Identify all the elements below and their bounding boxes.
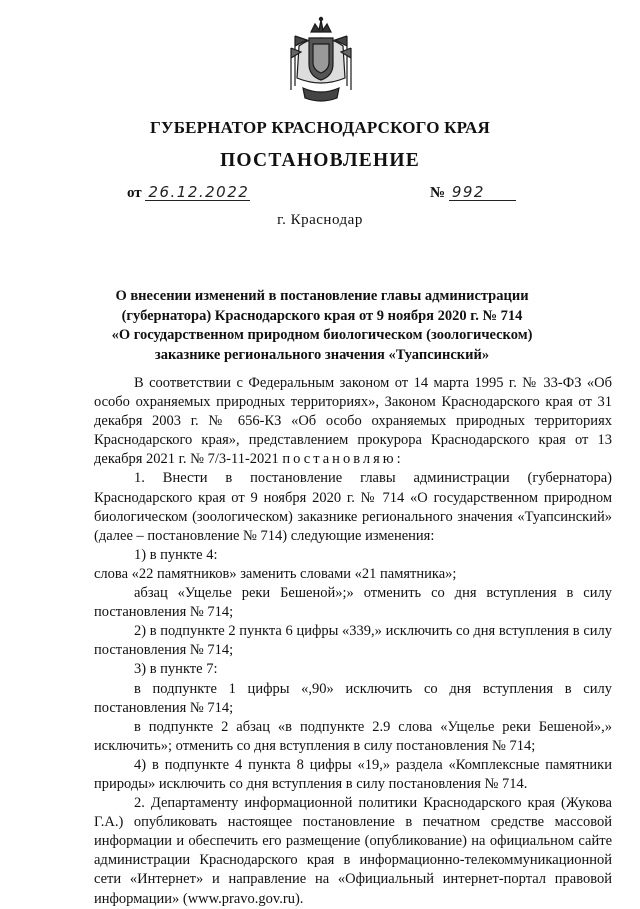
handwritten-date: 26.12.2022 (145, 184, 250, 201)
clause-1-2: 2) в подпункте 2 пункта 6 цифры «339,» исключить со дня вступления в силу постановления № 714; (94, 623, 612, 659)
document-type-heading: ПОСТАНОВЛЕНИЕ (220, 150, 420, 171)
title-line: заказнике регионального значения «Туапсинский» (154, 346, 490, 363)
clause-2: 2. Департаменту информационной политики Краснодарского края (Жукова Г.А.) опубликовать настоящее постановление в печатном средстве массовой информации и обеспечить его размещение (опубликование) на официальном сайте администрации Краснодарского края в информационно-телекоммуникационной сети «Интернет» и направление на «Официальный интернет-портал правовой информации» (www.pravo.gov.ru). (94, 795, 612, 907)
clause-1-3: 3) в пункте 7: (134, 661, 218, 678)
city-line: г. Краснодар (277, 212, 363, 228)
number-line (430, 184, 516, 202)
title-line: «О государственном природном биологическом (зоологическом) (111, 327, 533, 343)
coat-of-arms-emblem (289, 16, 353, 104)
issuing-authority: ГУБЕРНАТОР КРАСНОДАРСКОГО КРАЯ (150, 118, 490, 137)
title-line: (губернатора) Краснодарского края от 9 ноября 2020 г. № 714 (121, 307, 523, 324)
clause-1: 1. Внести в постановление главы администрации (губернатора) Краснодарского края от 9 ноября 2020 г. № 714 «О государственном природном биологическом (зоологическом) заказнике регионального значения «Туапсинский» (далее – постановление № 714) следующие изменения: (94, 470, 612, 544)
number-prefix: № (430, 185, 446, 201)
clause-1-1-b: абзац «Ущелье реки Бешеной»;» отменить со дня вступления в силу постановления № 714; (94, 585, 612, 621)
document-body (94, 374, 612, 909)
clause-1-1-a: слова «22 памятников» заменить словами «21 памятника»; (94, 565, 457, 582)
document-title (92, 287, 552, 365)
clause-1-3-a: в подпункте 1 цифры «,90» исключить со дня вступления в силу постановления № 714; (94, 680, 612, 716)
date-line (127, 184, 250, 202)
handwritten-number: 992 (449, 184, 516, 201)
preamble-paragraph (94, 374, 612, 469)
preamble-verb: постановляю: (282, 451, 404, 468)
date-prefix: от (127, 185, 142, 201)
title-line: О внесении изменений в постановление главы администрации (115, 288, 529, 304)
preamble-text: В соответствии с Федеральным законом от 14 марта 1995 г. № 33-ФЗ «Об особо охраняемых природных территориях», Законом Краснодарского края от 31 декабря 2003 г. № 656-КЗ «Об особо охраняемых природных территориях Краснодарского края», представлением прокурора Краснодарского края от 13 декабря 2021 г. № 7/3-11-2021 (94, 375, 612, 468)
clause-1-1: 1) в пункте 4: (134, 546, 218, 563)
clause-1-4: 4) в подпункте 4 пункта 8 цифры «19,» раздела «Комплексные памятники природы» исключить со дня вступления в силу постановления № 714. (94, 756, 612, 792)
clause-1-3-b: в подпункте 2 абзац «в подпункте 2.9 слова «Ущелье реки Бешеной»,» исключить»; отменить со дня вступления в силу постановления № 714; (94, 718, 612, 754)
